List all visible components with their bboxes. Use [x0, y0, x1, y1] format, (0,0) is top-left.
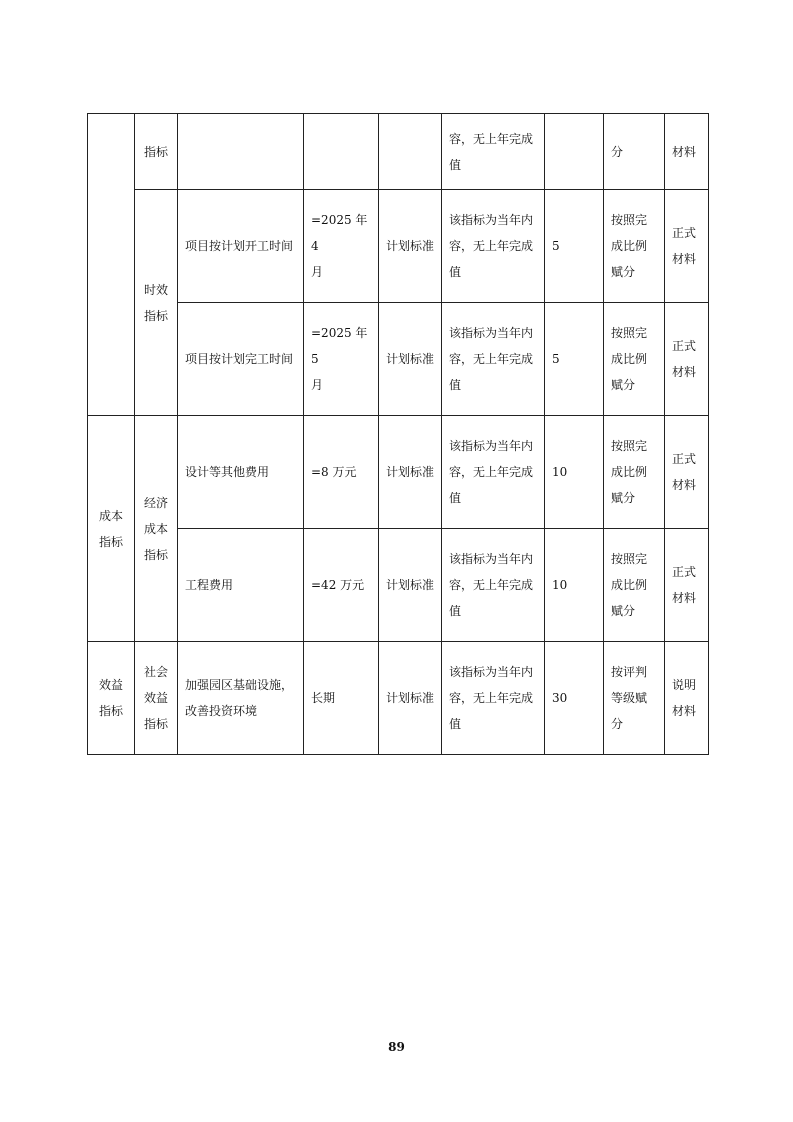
level2-indicator-economic-cost: 经济 成本 指标 — [135, 416, 178, 642]
scoring-rule-cell: 分 — [604, 114, 665, 190]
value-basis-cell: 计划标准 — [379, 529, 442, 642]
evidence-cell: 材料 — [665, 114, 709, 190]
historical-value-cell: 该指标为当年内 容，无上年完成 值 — [442, 642, 545, 755]
weight-cell: 10 — [545, 529, 604, 642]
page-number: 89 — [388, 1040, 405, 1054]
scoring-rule-cell: 按照完 成比例 赋分 — [604, 416, 665, 529]
weight-cell — [545, 114, 604, 190]
target-value-cell: 长期 — [304, 642, 379, 755]
scoring-rule-cell: 按照完 成比例 赋分 — [604, 190, 665, 303]
performance-indicator-table — [87, 113, 709, 755]
level3-indicator-cell: 项目按计划完工时间 — [178, 303, 304, 416]
value-basis-cell: 计划标准 — [379, 416, 442, 529]
table-row — [88, 642, 709, 755]
level3-indicator-cell: 项目按计划开工时间 — [178, 190, 304, 303]
evidence-cell: 正式 材料 — [665, 303, 709, 416]
value-basis-cell: 计划标准 — [379, 303, 442, 416]
target-value-cell: =8 万元 — [304, 416, 379, 529]
table-row — [88, 416, 709, 529]
historical-value-cell: 该指标为当年内 容，无上年完成 值 — [442, 529, 545, 642]
table-row — [88, 114, 709, 190]
value-basis-cell: 计划标准 — [379, 190, 442, 303]
level1-indicator-cost: 成本 指标 — [88, 416, 135, 642]
table-row — [88, 190, 709, 303]
scoring-rule-cell: 按评判 等级赋 分 — [604, 642, 665, 755]
evidence-cell: 说明 材料 — [665, 642, 709, 755]
level3-indicator-cell — [178, 114, 304, 190]
historical-value-cell: 该指标为当年内 容，无上年完成 值 — [442, 190, 545, 303]
level3-indicator-cell: 加强园区基础设施， 改善投资环境 — [178, 642, 304, 755]
value-basis-cell: 计划标准 — [379, 642, 442, 755]
level1-indicator-cell-continued — [88, 114, 135, 416]
level1-indicator-benefit: 效益 指标 — [88, 642, 135, 755]
table-row — [88, 303, 709, 416]
weight-cell: 5 — [545, 303, 604, 416]
level2-indicator-timeliness: 时效 指标 — [135, 190, 178, 416]
scoring-rule-cell: 按照完 成比例 赋分 — [604, 303, 665, 416]
historical-value-cell: 该指标为当年内 容，无上年完成 值 — [442, 303, 545, 416]
evidence-cell: 正式 材料 — [665, 416, 709, 529]
target-value-cell: =42 万元 — [304, 529, 379, 642]
weight-cell: 30 — [545, 642, 604, 755]
level3-indicator-cell: 设计等其他费用 — [178, 416, 304, 529]
target-value-cell: =2025 年 5 月 — [304, 303, 379, 416]
level3-indicator-cell: 工程费用 — [178, 529, 304, 642]
weight-cell: 5 — [545, 190, 604, 303]
historical-value-cell: 容，无上年完成 值 — [442, 114, 545, 190]
level2-indicator-social-benefit: 社会 效益 指标 — [135, 642, 178, 755]
target-value-cell: =2025 年 4 月 — [304, 190, 379, 303]
historical-value-cell: 该指标为当年内 容，无上年完成 值 — [442, 416, 545, 529]
target-value-cell — [304, 114, 379, 190]
value-basis-cell — [379, 114, 442, 190]
table-row — [88, 529, 709, 642]
scoring-rule-cell: 按照完 成比例 赋分 — [604, 529, 665, 642]
evidence-cell: 正式 材料 — [665, 190, 709, 303]
evidence-cell: 正式 材料 — [665, 529, 709, 642]
weight-cell: 10 — [545, 416, 604, 529]
level2-indicator-cell: 指标 — [135, 114, 178, 190]
